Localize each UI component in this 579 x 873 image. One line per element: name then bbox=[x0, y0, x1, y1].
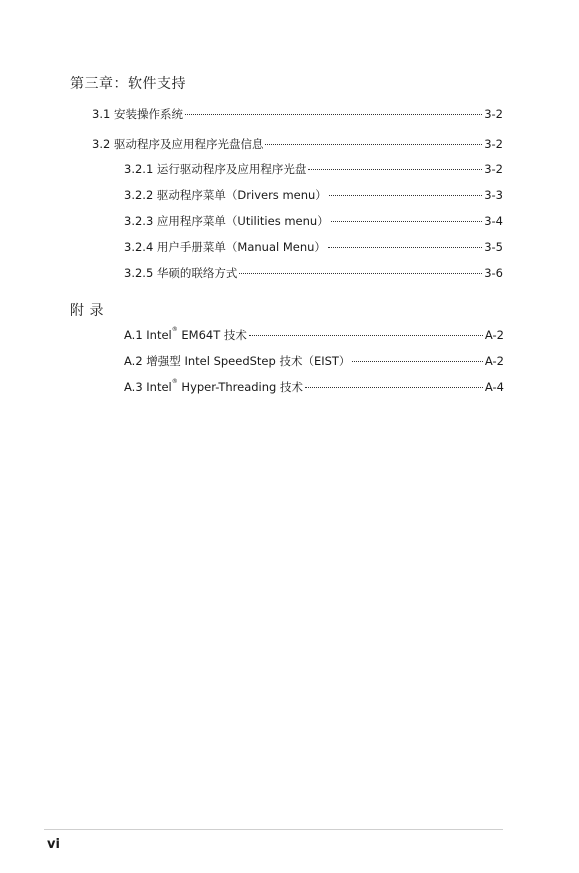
toc-entry-label: A.2 增强型 Intel SpeedStep 技术（EIST） bbox=[124, 354, 351, 368]
dot-leader bbox=[328, 247, 482, 248]
toc-entry-label: 3.2.5 华硕的联络方式 bbox=[124, 266, 238, 280]
toc-entry-page: A-4 bbox=[484, 380, 504, 394]
registered-mark: ® bbox=[171, 378, 178, 385]
dot-leader bbox=[249, 335, 483, 336]
toc-entry-page: A-2 bbox=[484, 328, 504, 342]
toc-entry[interactable] bbox=[124, 353, 504, 369]
toc-entry[interactable] bbox=[124, 327, 504, 343]
dot-leader bbox=[329, 195, 482, 196]
toc-entry[interactable] bbox=[92, 106, 503, 122]
dot-leader bbox=[352, 361, 482, 362]
toc-entry-label: 3.1 安装操作系统 bbox=[92, 107, 183, 121]
toc-entry-page: 3-6 bbox=[484, 266, 503, 280]
footer-page-number: vi bbox=[47, 837, 60, 852]
toc-entry-page: A-2 bbox=[484, 354, 504, 368]
registered-mark: ® bbox=[171, 326, 178, 333]
toc-entry-page: 3-2 bbox=[484, 137, 503, 151]
toc-entry-label: 3.2.4 用户手册菜单（Manual Menu） bbox=[124, 240, 326, 254]
toc-entry-page: 3-4 bbox=[484, 214, 503, 228]
toc-entry-label: 3.2.3 应用程序菜单（Utilities menu） bbox=[124, 214, 329, 228]
dot-leader bbox=[239, 273, 482, 274]
chapter-title: 第三章：软件支持 bbox=[70, 76, 186, 92]
toc-entry-page: 3-2 bbox=[484, 162, 503, 176]
toc-entry[interactable] bbox=[124, 161, 503, 177]
toc-entry-label: A.1 Intel® EM64T 技术 bbox=[124, 326, 247, 342]
dot-leader bbox=[308, 169, 482, 170]
dot-leader bbox=[331, 221, 482, 222]
appendix-title: 附 录 bbox=[70, 303, 104, 319]
toc-entry-label: 3.2 驱动程序及应用程序光盘信息 bbox=[92, 137, 264, 151]
toc-entry[interactable] bbox=[92, 136, 503, 152]
toc-entry-page: 3-3 bbox=[484, 188, 503, 202]
toc-entry[interactable] bbox=[124, 187, 503, 203]
toc-entry[interactable] bbox=[124, 239, 503, 255]
toc-entry-page: 3-2 bbox=[484, 107, 503, 121]
dot-leader bbox=[185, 114, 482, 115]
dot-leader bbox=[265, 144, 482, 145]
toc-entry[interactable] bbox=[124, 379, 504, 395]
toc-entry-label: 3.2.2 驱动程序菜单（Drivers menu） bbox=[124, 188, 327, 202]
toc-entry-label: A.3 Intel® Hyper-Threading 技术 bbox=[124, 378, 303, 394]
toc-entry-label: 3.2.1 运行驱动程序及应用程序光盘 bbox=[124, 162, 307, 176]
footer-divider bbox=[44, 829, 503, 830]
toc-entry[interactable] bbox=[124, 265, 503, 281]
toc-entry-page: 3-5 bbox=[484, 240, 503, 254]
toc-entry[interactable] bbox=[124, 213, 503, 229]
dot-leader bbox=[305, 387, 483, 388]
